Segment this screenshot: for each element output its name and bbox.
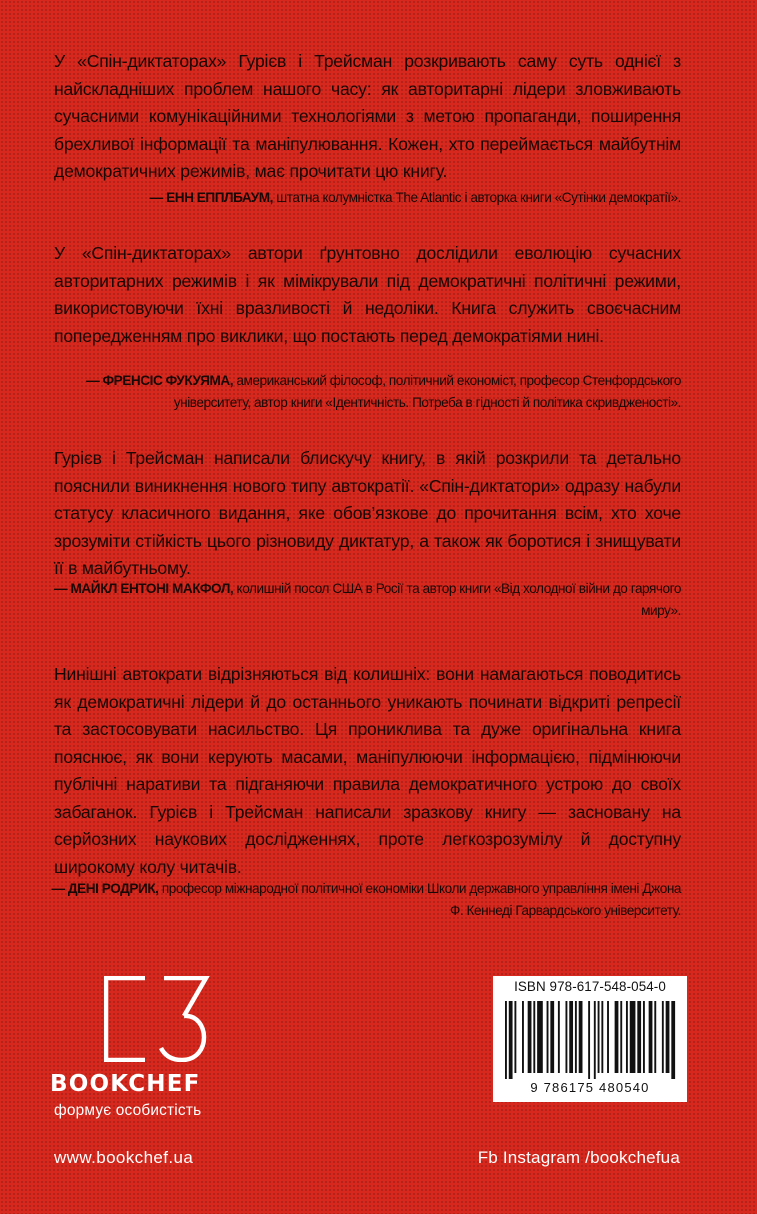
barcode-bar [588,1001,590,1079]
barcode-bar [579,1001,583,1073]
barcode-bar [601,1001,603,1073]
barcode-bar [594,1001,596,1079]
barcode-bars [503,1001,679,1079]
barcode-bar [671,1001,675,1079]
barcode-bar [547,1001,549,1073]
barcode-bar [649,1001,653,1073]
isbn-barcode [493,976,687,1102]
bookchef-logo-icon [104,976,212,1062]
barcode-bar [607,1001,609,1073]
barcode-digits: 9 786175 480540 [530,1080,650,1095]
barcode-bar [643,1001,645,1073]
publisher-name: BOOKCHEF [50,1071,201,1097]
review-4-author: — ДЕНІ РОДРИК, [51,881,159,896]
review-4-credential: професор міжнародної політичної економіки Школи державного управління імені Джона Ф. Кеннеді Гарвардського університету. [158,881,681,918]
review-3-author: — МАЙКЛ ЕНТОНІ МАКФОЛ, [54,581,234,596]
review-1-credential: штатна колумністка The Atlantic і авторка книги «Сутінки демократії». [272,190,681,205]
review-2-author: — ФРЕНСІС ФУКУЯМА, [86,373,234,388]
publisher-social: Fb Instagram /bookchefua [477,1148,680,1167]
review-3-text: Гурієв і Трейсман написали блискучу книгу, в якій розкрили та детально пояснили виникнення нового типу автократії. «Спін-диктатори» одразу набули статусу класичного видання, яке обов’язкове до прочитання всім, хто хоче зрозуміти стійкість цього різновиду диктатур, а також як боротися і знищувати її в майбутньому. [54,448,681,578]
barcode-bar [654,1001,656,1073]
publisher-tagline: формує особистість [54,1102,202,1119]
barcode-bar [514,1001,516,1073]
review-1-author: — ЕНН ЕППЛБАУМ, [149,190,273,205]
barcode-bar [598,1001,600,1073]
barcode-bar [620,1001,622,1073]
review-3-attribution [41,578,681,622]
review-3-credential: колишній посол США в Росії та автор книги «Від холодної війни до гарячого миру». [233,581,681,618]
barcode-bar [558,1001,560,1073]
barcode-bar [509,1001,513,1079]
barcode-bar [533,1001,535,1073]
barcode-bar [569,1001,573,1073]
barcode-bar [662,1001,664,1073]
barcode-bar [637,1001,641,1073]
review-2-attribution [41,370,681,414]
barcode-bar [528,1001,532,1073]
barcode-bar [575,1001,577,1073]
review-1-attribution [41,187,681,209]
publisher-website: www.bookchef.ua [54,1148,194,1167]
review-4-text: Нинішні автократи відрізняються від колишніх: вони намагаються поводитись як демократичні лідери й до останнього уникають починати відкриті репресії та застосовувати насильство. Ця прониклива та дуже оригінальна книга пояснює, як вони керують масами, маніпулюючи інформацією, підмінюючи публічні наративи та підганяючи правила демократичного устрою до своїх забаганок. Гурієв і Трейсман написали зразкову книгу — засновану на серйозних наукових дослідженнях, проте легкозрозумілу й доступну широкому колу читачів. [54,664,681,877]
barcode-bar [550,1001,554,1073]
review-1-text: У «Спін-диктаторах» Гурієв і Трейсман розкривають саму суть однієї з найскладніших проблем нашого часу: як авторитарні лідери зловживають сучасними комунікаційними технологіями з метою пропаганди, поширення брехливої інформації та маніпулювання. Кожен, хто переймається майбутнім демократичних режимів, має прочитати цю книгу. [54,51,681,181]
barcode-bar [565,1001,567,1073]
barcode-bar [505,1001,507,1079]
review-2-text: У «Спін-диктаторах» автори ґрунтовно дослідили еволюцію сучасних авторитарних режимів і як мімікрували під демократичні політичні режими, використовуючи їхні вразливості й недоліки. Книга служить своєчасним попередженням про виклики, що постають перед демократіями нині. [54,243,681,346]
barcode-bar [626,1001,628,1073]
barcode-bar [537,1001,543,1073]
barcode-bar [615,1001,619,1073]
review-4-attribution [41,878,681,922]
review-2-credential: американський філософ, політичний економіст, професор Стенфордського університету, автор книги «Ідентичність. Потреба в гідності й політика скривдженості». [173,373,681,410]
barcode-bar [666,1001,670,1073]
barcode-bar [630,1001,636,1073]
isbn-number: ISBN 978-617-548-054-0 [514,979,666,994]
barcode-bar [522,1001,524,1073]
